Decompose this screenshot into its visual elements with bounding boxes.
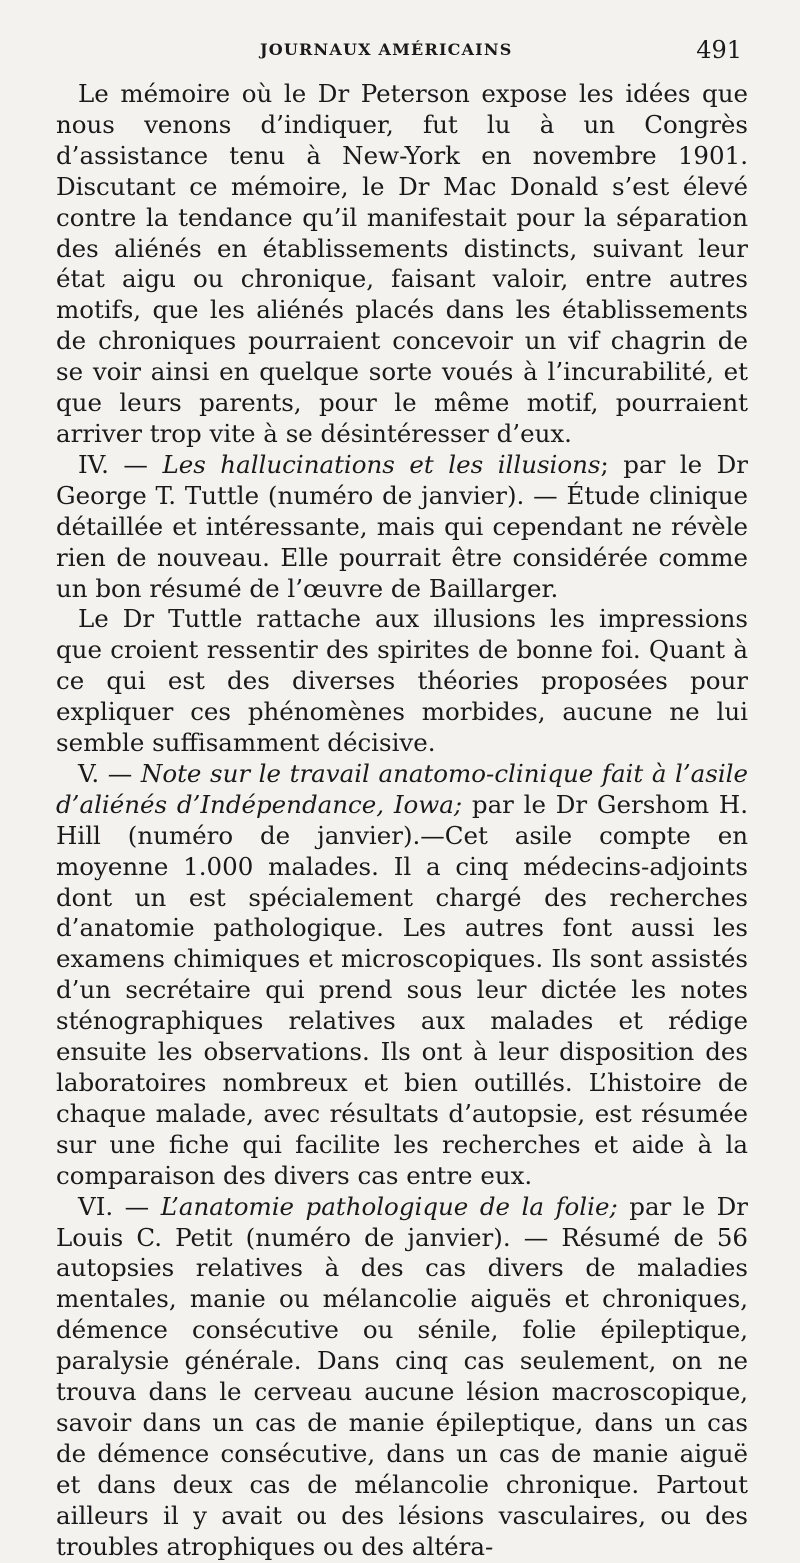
section-iv-text: ; par le Dr George T. Tuttle (numéro de janvier). — Étude clinique détaillée et intéressante, mais qui cependant ne révèle rien de nouveau. Elle pourrait être considérée comme un bon résumé de l’œuvre de Baillarger. — [56, 449, 749, 603]
page-header — [0, 32, 800, 72]
section-vi — [56, 1192, 748, 1563]
section-v — [56, 759, 748, 1192]
paragraph-peterson: Le mémoire où le Dr Peterson expose les idées que nous venons d’indiquer, fut lu à un Congrès d’assistance tenu à New-York en novembre 1901. Discutant ce mémoire, le Dr Mac Donald s’est élevé contre la tendance qu’il manifestait pour la séparation des aliénés en établissements distincts, suivant leur état aigu ou chronique, faisant valoir, entre autres motifs, que les aliénés placés dans les établissements de chroniques pourraient concevoir un vif chagrin de se voir ainsi en quelque sorte voués à l’incurabilité, et que leurs parents, pour le même motif, pourraient arriver trop vite à se désintéresser d’eux. — [56, 79, 748, 448]
section-vi-number: VI. — — [78, 1191, 161, 1221]
running-head: JOURNAUX AMÉRICAINS — [260, 40, 513, 59]
section-vi-text: par le Dr Louis C. Petit (numéro de janvier). — Résumé de 56 autopsies relatives à des cas divers de maladies mentales, manie ou mélancolie aiguës et chroniques, démence consécutive ou sénile, folie épileptique, paralysie générale. Dans cinq cas seulement, on ne trouva dans le cerveau aucune lésion macroscopique, savoir dans un cas de manie épileptique, dans un cas de démence consécutive, dans un cas de manie aiguë et dans deux cas de mélancolie chronique. Partout ailleurs il y avait ou des lésions vasculaires, ou des troubles atrophiques ou des altéra- — [56, 1191, 748, 1561]
section-v-title: Note sur le travail anatomo-clinique fait à l’asile d’aliénés d’Indépendance, Iowa; — [56, 758, 748, 819]
paragraph-tuttle: Le Dr Tuttle rattache aux illusions les impressions que croient ressentir des spirites de bonne foi. Quant à ce qui est des diverses théories proposées pour expliquer ces phénomènes morbides, aucune ne lui semble suffisamment décisive. — [56, 604, 748, 758]
page-body — [56, 79, 748, 1563]
section-iv-title: Les hallucinations et les illusions — [162, 449, 601, 479]
section-iv — [56, 450, 748, 605]
section-v-number: V. — — [78, 758, 141, 788]
section-v-text: par le Dr Gershom H. Hill (numéro de janvier).—Cet asile compte en moyenne 1.000 malades. Il a cinq médecins-adjoints dont un est spécialement chargé des recherches d’anatomie pathologique. Les autres font aussi les examens chimiques et microscopiques. Ils sont assistés d’un secrétaire qui prend sous leur dictée les notes sténographiques relatives aux malades et rédige ensuite les observations. Ils ont à leur disposition des laboratoires nombreux et bien outillés. L’histoire de chaque malade, avec résultats d’autopsie, est résumée sur une fiche qui facilite les recherches et aide à la comparaison des divers cas entre eux. — [56, 789, 748, 1190]
page-number: 491 — [696, 36, 742, 64]
section-iv-number: IV. — — [78, 449, 163, 479]
section-vi-title: L’anatomie pathologique de la folie; — [160, 1191, 618, 1221]
